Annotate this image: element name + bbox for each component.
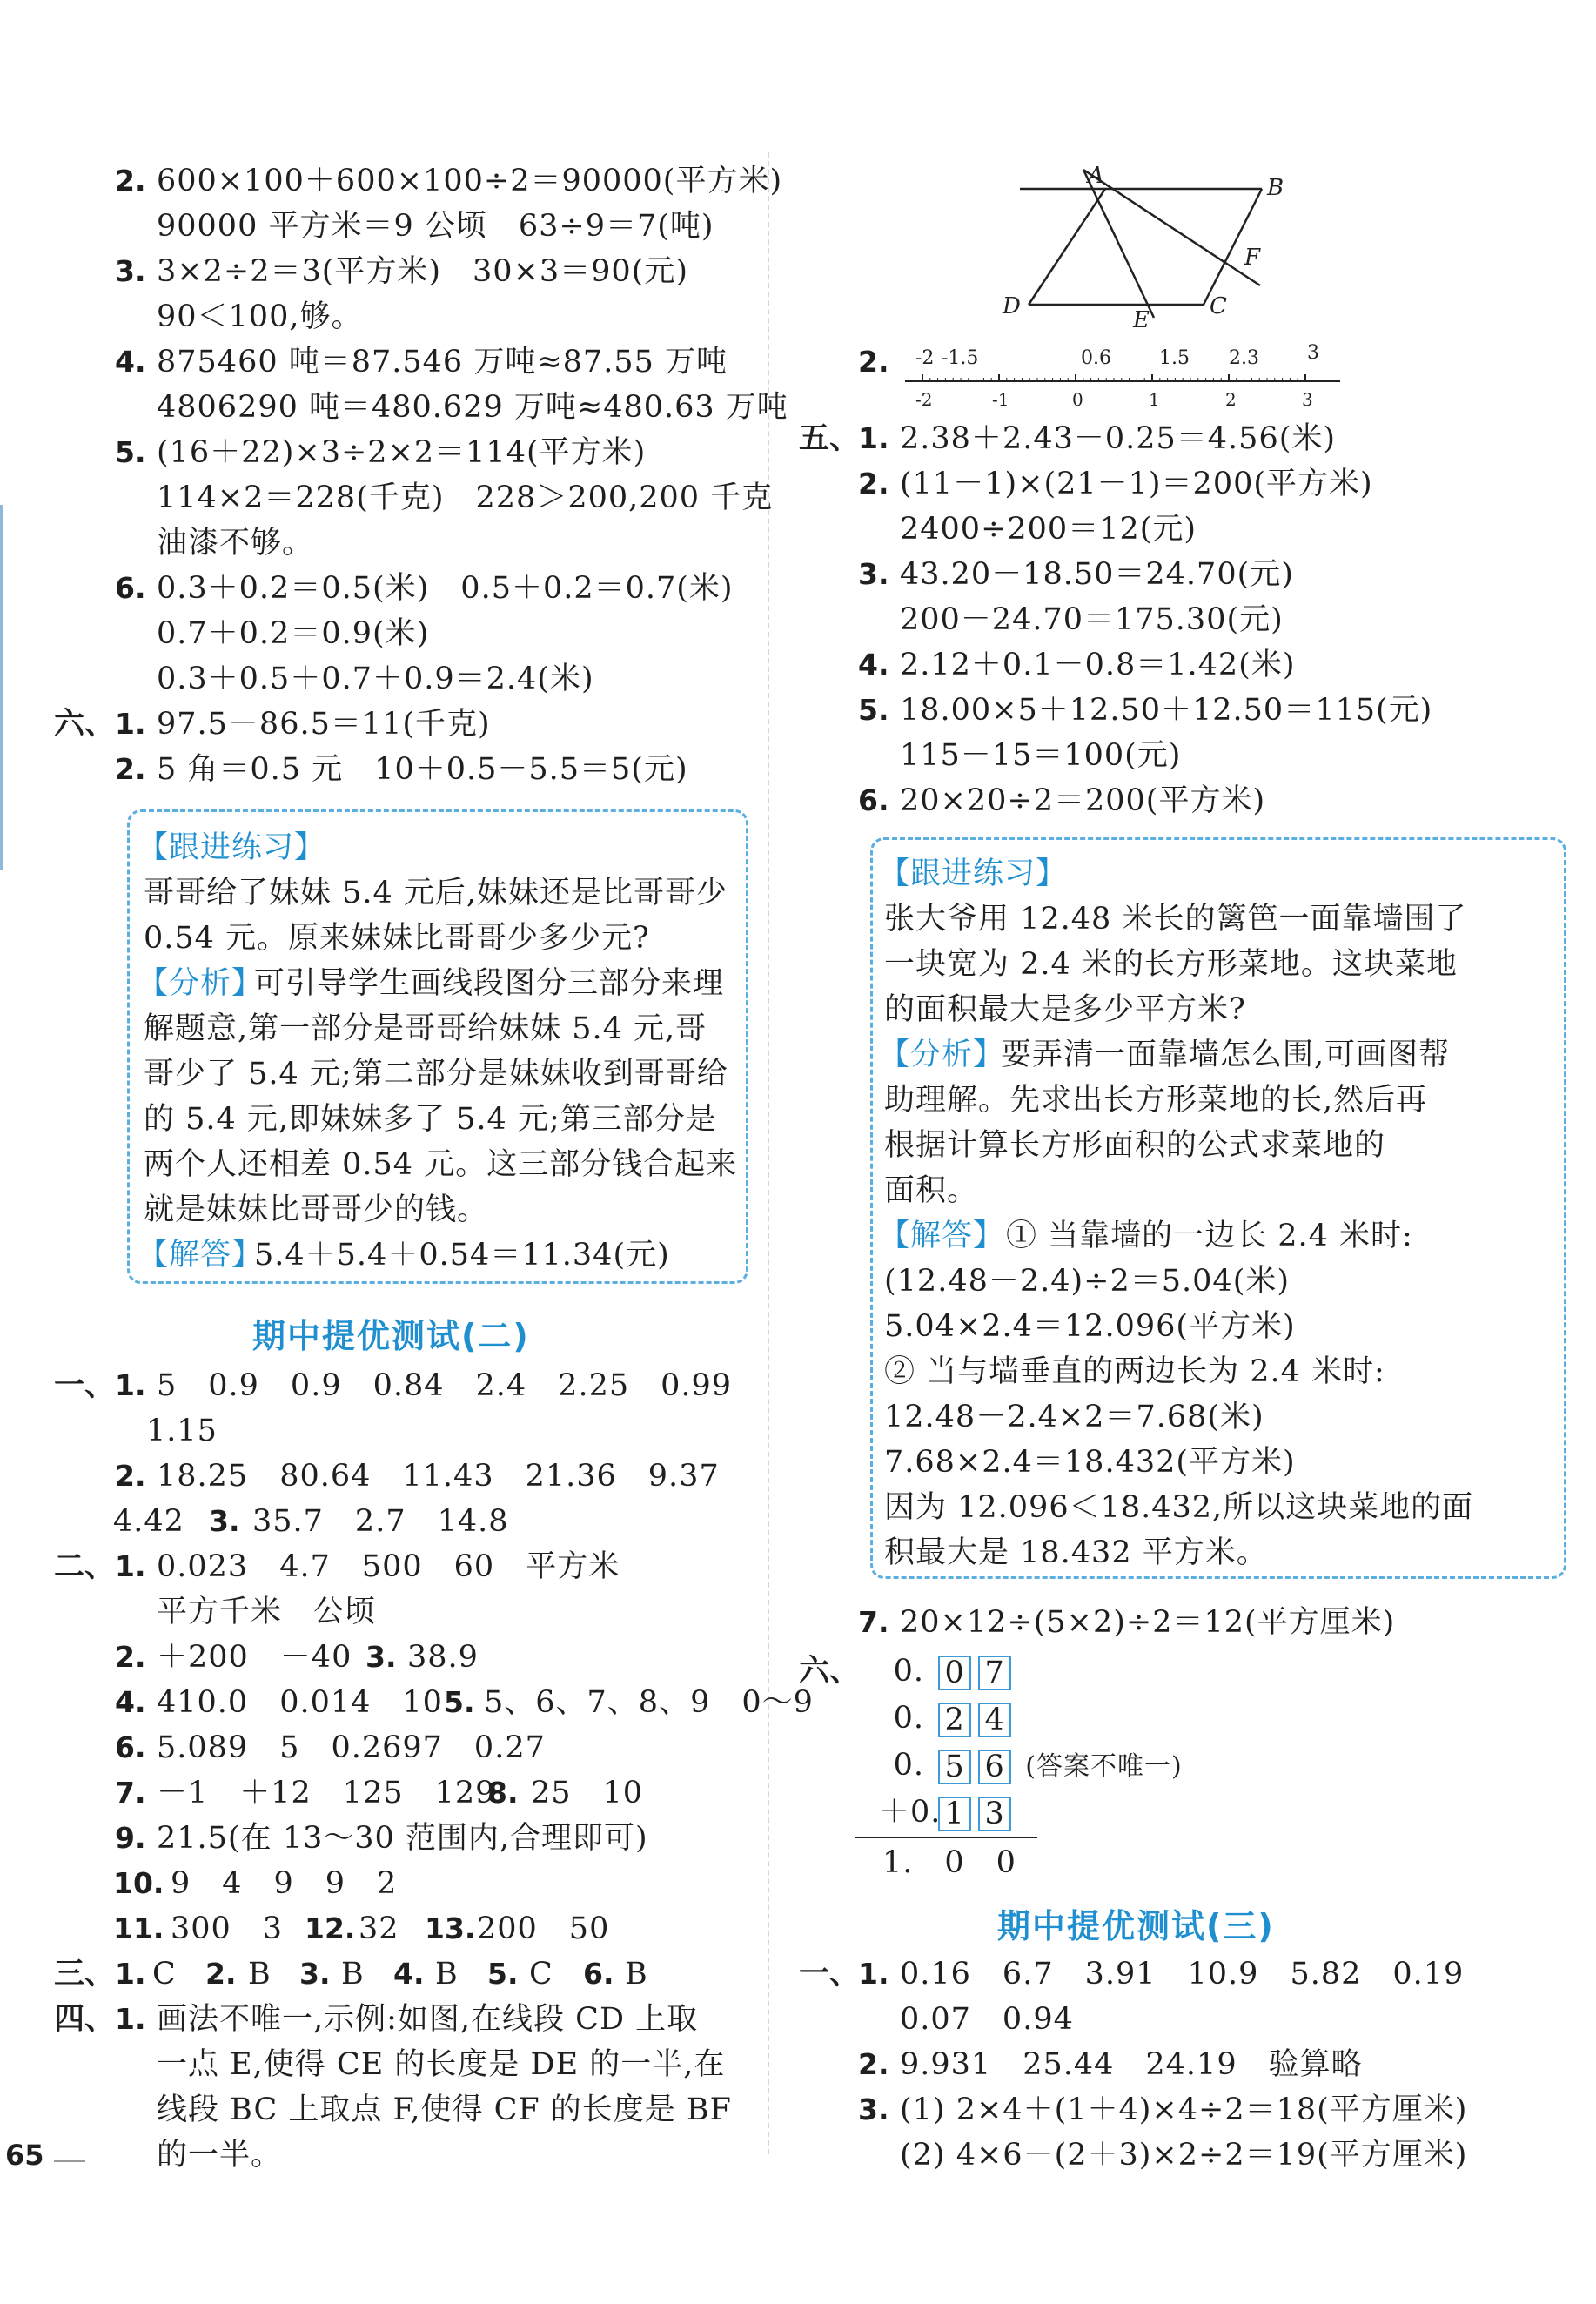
answer-line: 410.0 0.014 10	[157, 1685, 443, 1720]
item-number: 2.	[115, 164, 146, 198]
solution-text: ② 当与墙垂直的两边长为 2.4 米时:	[884, 1354, 1385, 1389]
solution-tag: 【解答】	[879, 1219, 1005, 1253]
answer-line: 21.5(在 13～30 范围内,合理即可)	[157, 1821, 648, 1856]
answer-line: 0.7＋0.2＝0.9(米)	[157, 616, 430, 651]
item-number: 3.	[858, 557, 889, 591]
row-note: (答案不唯一)	[1025, 1751, 1183, 1782]
answer-line: －1 ＋12 125 129	[157, 1776, 496, 1810]
item-number: 1.	[115, 2002, 146, 2036]
digit-box: 0	[938, 1656, 971, 1690]
addend-prefix: 0.	[893, 1701, 924, 1736]
item-number: 8.	[487, 1776, 519, 1810]
solution-tag: 【解答】	[137, 1238, 264, 1273]
practice-question: 0.54 元。原来妹妹比哥哥少多少元?	[144, 921, 650, 956]
vertex-label-a: A	[1088, 163, 1104, 189]
section-label: 一、	[799, 1956, 861, 1992]
item-number: 13.	[425, 1911, 476, 1945]
answer-line: 18.25 80.64 11.43 21.36 9.37	[157, 1459, 720, 1494]
item-number: 2.	[115, 752, 146, 786]
section-title: 期中提优测试(二)	[252, 1317, 530, 1355]
analysis-text: 解题意,第一部分是哥哥给妹妹 5.4 元,哥	[144, 1011, 707, 1046]
answer-line: 20×12÷(5×2)÷2＝12(平方厘米)	[900, 1605, 1396, 1640]
digit-box: 4	[978, 1703, 1011, 1737]
sum-rule	[855, 1837, 1037, 1838]
answer-line: 的一半。	[157, 2138, 283, 2173]
item-number: 1.	[115, 1368, 146, 1402]
answer-line: 200 50	[477, 1911, 610, 1946]
answer-line: 18.00×5＋12.50＋12.50＝115(元)	[900, 693, 1433, 728]
analysis-text: 根据计算长方形面积的公式求菜地的	[884, 1128, 1386, 1163]
item-number: 1.	[858, 421, 889, 455]
item-number: 3.	[365, 1640, 397, 1674]
item-number: 3.	[299, 1957, 331, 1991]
digit-box: 3	[978, 1797, 1011, 1831]
item-number: 4.	[393, 1957, 425, 1991]
digit-box: 7	[978, 1656, 1011, 1690]
answer-line: 4.42	[113, 1504, 184, 1539]
item-number: 1.	[115, 1957, 146, 1991]
top-label: 2.3	[1229, 347, 1259, 369]
top-label: -1.5	[942, 347, 979, 369]
answer-line: ＋200 －40	[157, 1640, 352, 1675]
item-number: 2.	[858, 467, 889, 500]
bottom-label: 1	[1149, 389, 1160, 410]
answer-line: 43.20－18.50＝24.70(元)	[900, 557, 1294, 592]
item-number: 10.	[113, 1866, 164, 1900]
answer-line: 300 3	[171, 1911, 284, 1946]
edge-da	[1029, 189, 1105, 305]
section-label: 四、	[54, 2001, 116, 2037]
answer-line: 90000 平方米＝9 公顷 63÷9＝7(吨)	[157, 209, 714, 244]
digit-box: 5	[938, 1750, 971, 1784]
item-number: 4.	[858, 648, 889, 682]
addend-prefix: ＋0.	[879, 1795, 942, 1830]
analysis-text: 面积。	[884, 1173, 979, 1208]
answer-line: 油漆不够。	[157, 526, 314, 561]
item-number: 6.	[115, 1730, 146, 1764]
bottom-label: 3	[1302, 389, 1313, 410]
bottom-label: 2	[1225, 389, 1237, 410]
section-label: 三、	[54, 1956, 116, 1992]
answer-line: 38.9	[407, 1640, 479, 1675]
point-label-e: E	[1133, 307, 1150, 331]
addend-prefix: 0.	[893, 1654, 924, 1689]
answer-line: 5.089 5 0.2697 0.27	[157, 1730, 546, 1765]
practice-tag: 【跟进练习】	[879, 856, 1068, 891]
answer-line: (1) 2×4＋(1＋4)×4÷2＝18(平方厘米)	[900, 2092, 1468, 2127]
item-number: 3.	[115, 254, 146, 288]
analysis-text: 助理解。先求出长方形菜地的长,然后再	[884, 1083, 1428, 1118]
item-number: 2.	[858, 2047, 889, 2081]
addend-row	[879, 1790, 1015, 1837]
vertex-label-d: D	[1003, 293, 1021, 319]
answer-line: 2400÷200＝12(元)	[900, 512, 1197, 547]
bottom-label: 0	[1072, 389, 1083, 410]
item-number: 5.	[444, 1685, 475, 1719]
addend-prefix: 0.	[893, 1748, 924, 1783]
vertex-label-b: B	[1267, 175, 1284, 201]
analysis-text: 要弄清一面靠墙怎么围,可画图帮	[1001, 1038, 1451, 1072]
section-title: 期中提优测试(三)	[997, 1907, 1275, 1945]
answer-line: 0.023 4.7 500 60 平方米	[157, 1549, 620, 1584]
solution-text: 因为 12.096＜18.432,所以这块菜地的面	[884, 1490, 1474, 1525]
item-number: 5.	[487, 1957, 519, 1991]
choice-answer: B	[341, 1957, 365, 1992]
answer-line: 9.931 25.44 24.19 验算略	[900, 2047, 1363, 2082]
top-label: 0.6	[1081, 347, 1111, 369]
section-label: 六、	[54, 706, 116, 742]
item-number: 3.	[209, 1504, 240, 1538]
answer-line: 9 4 9 9 2	[171, 1866, 398, 1901]
item-number: 5.	[115, 435, 146, 469]
item-number: 11.	[113, 1911, 164, 1945]
column-divider	[768, 152, 769, 2154]
answer-line: 35.7 2.7 14.8	[252, 1504, 509, 1539]
page-number-rule	[54, 2160, 85, 2162]
answer-line: 0.3＋0.5＋0.7＋0.9＝2.4(米)	[157, 662, 594, 696]
analysis-text: 两个人还相差 0.54 元。这三部分钱合起来	[144, 1147, 738, 1182]
item-number: 3.	[858, 2092, 889, 2126]
answer-line: 画法不唯一,示例:如图,在线段 CD 上取	[157, 2002, 699, 2037]
analysis-tag: 【分析】	[879, 1038, 1005, 1072]
number-line	[896, 338, 1349, 416]
item-number: 7.	[115, 1776, 146, 1810]
solution-text: 5.4＋5.4＋0.54＝11.34(元)	[254, 1238, 670, 1273]
top-label: 3	[1307, 342, 1319, 364]
answer-line: (11－1)×(21－1)＝200(平方米)	[900, 467, 1373, 501]
answer-line: (16＋22)×3÷2×2＝114(平方米)	[157, 435, 647, 470]
item-number: 2.	[858, 345, 889, 379]
answer-line: 0.3＋0.2＝0.5(米) 0.5＋0.2＝0.7(米)	[157, 571, 734, 606]
point-label-f: F	[1244, 245, 1261, 271]
section-label: 二、	[54, 1548, 116, 1584]
answer-line: 200－24.70＝175.30(元)	[900, 602, 1284, 637]
answer-line: 97.5－86.5＝11(千克)	[157, 707, 491, 742]
practice-tag: 【跟进练习】	[137, 830, 326, 865]
practice-question: 哥哥给了妹妹 5.4 元后,妹妹还是比哥哥少	[144, 876, 728, 910]
addend-row	[879, 1743, 1183, 1790]
answer-line: 875460 吨＝87.546 万吨≈87.55 万吨	[157, 345, 728, 380]
solution-text: 12.48－2.4×2＝7.68(米)	[884, 1400, 1264, 1434]
margin-mark	[0, 505, 3, 870]
section-label: 一、	[54, 1367, 116, 1403]
item-number: 4.	[115, 345, 146, 379]
item-number: 1.	[115, 707, 146, 741]
answer-line: 115－15＝100(元)	[900, 738, 1182, 773]
answer-line: 5 角＝0.5 元 10＋0.5－5.5＝5(元)	[157, 752, 688, 787]
number-line-ticks	[922, 374, 1305, 381]
analysis-text: 的 5.4 元,即妹妹多了 5.4 元;第三部分是	[144, 1102, 717, 1137]
item-number: 2.	[115, 1459, 146, 1493]
addend-row	[879, 1649, 1015, 1696]
analysis-text: 哥少了 5.4 元;第二部分是妹妹收到哥哥给	[144, 1057, 728, 1092]
practice-question: 一块宽为 2.4 米的长方形菜地。这块菜地	[884, 947, 1458, 982]
item-number: 12.	[305, 1911, 356, 1945]
item-number: 6.	[583, 1957, 614, 1991]
bottom-label: -2	[915, 389, 933, 410]
answer-line: 5 0.9 0.9 0.84 2.4 2.25 0.99	[157, 1368, 733, 1403]
digit-box: 6	[978, 1750, 1011, 1784]
solution-text: 7.68×2.4＝18.432(平方米)	[884, 1445, 1296, 1480]
practice-question: 的面积最大是多少平方米?	[884, 992, 1246, 1027]
item-number: 5.	[858, 693, 889, 727]
solution-text: (12.48－2.4)÷2＝5.04(米)	[884, 1264, 1291, 1299]
section-label: 五、	[799, 420, 861, 456]
item-number: 9.	[115, 1821, 146, 1855]
addend-row	[879, 1696, 1015, 1743]
digit-box: 1	[938, 1797, 971, 1831]
choice-answer: C	[529, 1957, 553, 1992]
item-number: 2.	[205, 1957, 237, 1991]
answer-line: 20×20÷2＝200(平方米)	[900, 783, 1266, 818]
item-number: 2.	[115, 1640, 146, 1674]
item-number: 4.	[115, 1685, 146, 1719]
bottom-label: -1	[992, 389, 1009, 410]
analysis-text: 可引导学生画线段图分三部分来理	[254, 966, 725, 1001]
answer-line: 1.15	[146, 1414, 218, 1448]
answer-line: 0.16 6.7 3.91 10.9 5.82 0.19	[900, 1957, 1465, 1992]
item-number: 1.	[115, 1549, 146, 1583]
solution-text: ① 当靠墙的一边长 2.4 米时:	[1006, 1219, 1413, 1253]
answer-line: 3×2÷2＝3(平方米) 30×3＝90(元)	[157, 254, 689, 289]
solution-text: 积最大是 18.432 平方米。	[884, 1535, 1268, 1570]
answer-line: 32	[359, 1911, 399, 1946]
sum-result: 1. 0 0	[882, 1845, 1016, 1880]
answer-line: (2) 4×6－(2＋3)×2÷2＝19(平方厘米)	[900, 2138, 1468, 2173]
answer-line: 25 10	[531, 1776, 644, 1810]
answer-line: 90＜100,够。	[157, 299, 363, 334]
choice-answer: C	[152, 1957, 177, 1992]
choice-answer: B	[625, 1957, 648, 1992]
top-label: -2	[915, 347, 935, 369]
vertex-label-c: C	[1210, 293, 1227, 319]
digit-box: 2	[938, 1703, 971, 1737]
choice-answer: B	[248, 1957, 272, 1992]
solution-text: 5.04×2.4＝12.096(平方米)	[884, 1309, 1296, 1344]
answer-line: 4806290 吨＝480.629 万吨≈480.63 万吨	[157, 390, 788, 425]
item-number: 7.	[858, 1605, 889, 1639]
practice-question: 张大爷用 12.48 米长的篱笆一面靠墙围了	[884, 902, 1467, 937]
section-label: 六、	[799, 1653, 861, 1689]
item-number: 6.	[858, 783, 889, 817]
answer-line: 一点 E,使得 CE 的长度是 DE 的一半,在	[157, 2047, 726, 2082]
parallelogram-figure	[983, 157, 1349, 331]
analysis-tag: 【分析】	[137, 966, 264, 1001]
answer-line: 0.07 0.94	[900, 2002, 1074, 2037]
answer-line: 平方千米 公顷	[157, 1595, 377, 1629]
item-number: 6.	[115, 571, 146, 605]
analysis-text: 就是妹妹比哥哥少的钱。	[144, 1192, 489, 1227]
answer-line: 5、6、7、8、9 0～9	[484, 1685, 814, 1720]
top-label: 1.5	[1159, 347, 1190, 369]
answer-line: 2.12＋0.1－0.8＝1.42(米)	[900, 648, 1296, 682]
answer-line: 线段 BC 上取点 F,使得 CF 的长度是 BF	[157, 2092, 732, 2127]
item-number: 1.	[858, 1957, 889, 1991]
answer-line: 2.38＋2.43－0.25＝4.56(米)	[900, 421, 1337, 456]
answer-line: 114×2＝228(千克) 228＞200,200 千克	[157, 480, 774, 515]
answer-line: 600×100＋600×100÷2＝90000(平方米)	[157, 164, 783, 198]
choice-answer: B	[435, 1957, 459, 1992]
page-number: 65	[5, 2139, 44, 2172]
